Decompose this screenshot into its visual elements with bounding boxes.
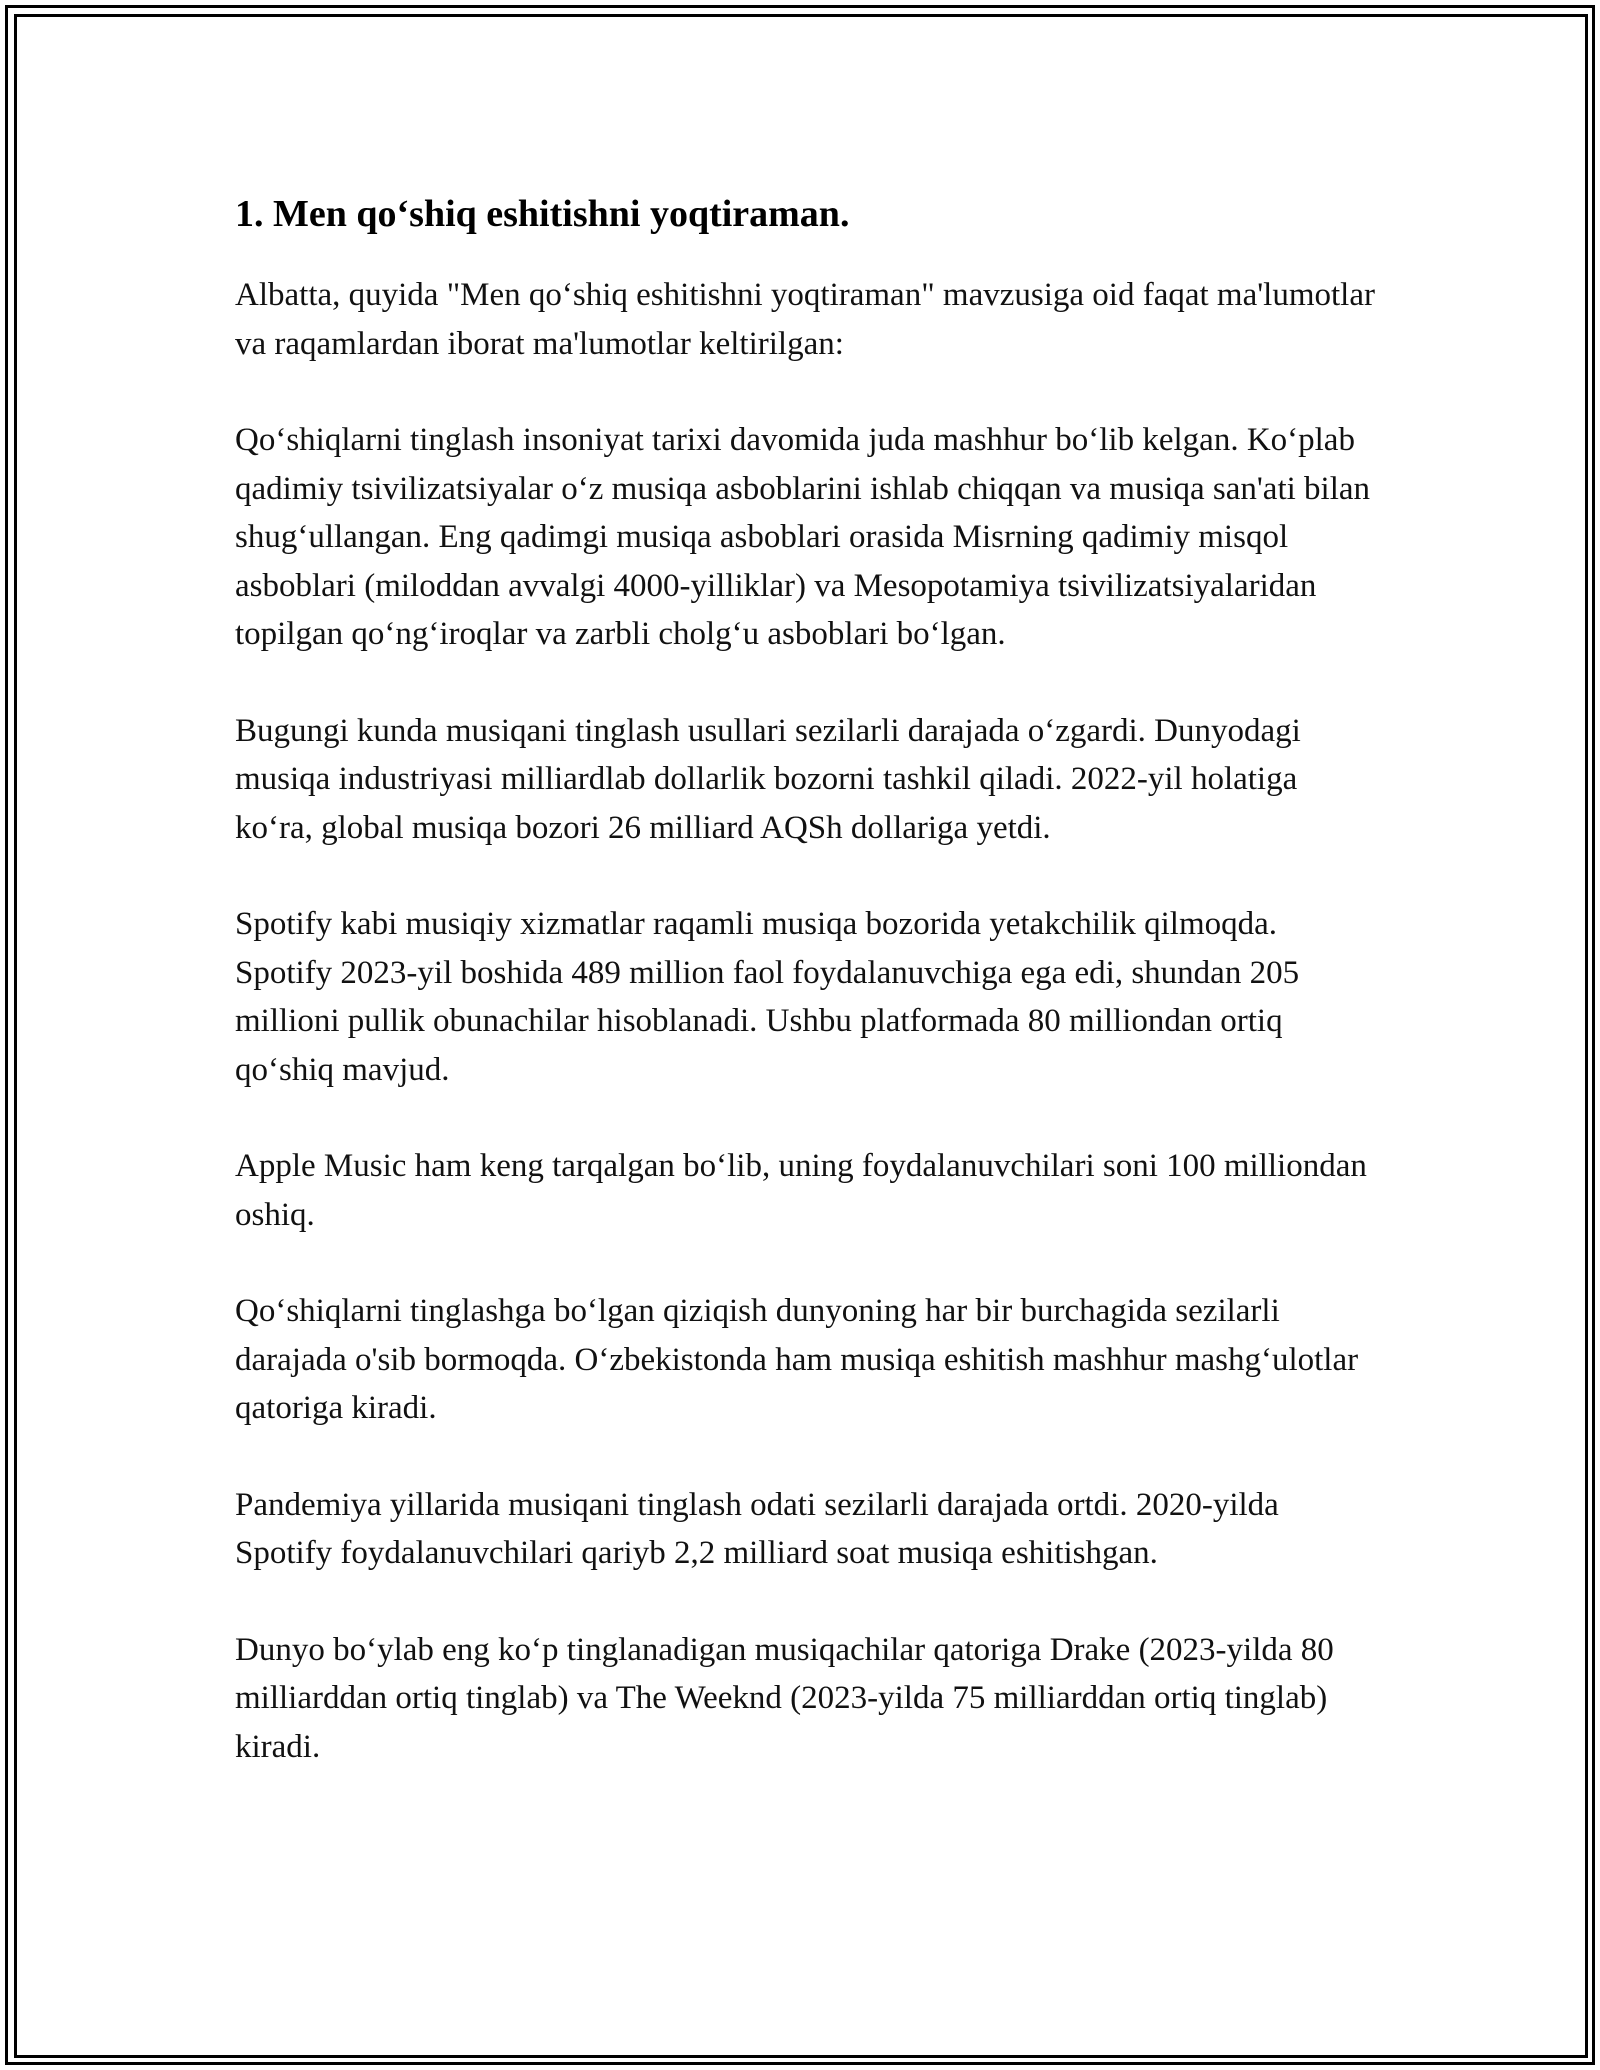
paragraph-spotify: Spotify kabi musiqiy xizmatlar raqamli musiqa bozorida yetakchilik qilmoqda. Spotify 2023-yil boshida 489 million faol foydalanuvchiga ega edi, shundan 205 millioni pullik obunachilar hisoblanadi. Ushbu platformada 80 milliondan ortiq qo‘shiq mavjud. (235, 906, 1300, 1088)
paragraph-history: Qo‘shiqlarni tinglash insoniyat tarixi davomida juda mashhur bo‘lib kelgan. Ko‘plab qadimiy tsivilizatsiyalar o‘z musiqa asboblarini ishlab chiqqan va musiqa san'ati bilan shug‘ullangan. Eng qadimgi musiqa asboblari orasida Misrning qadimiy misqol asboblari (miloddan avvalgi 4000-yilliklar) va Mesopotamiya tsivilizatsiyalaridan topilgan qo‘ng‘iroqlar va zarbli cholg‘u asboblari bo‘lgan. (235, 422, 1371, 652)
document-body (235, 190, 1375, 1819)
paragraph-top-artists: Dunyo bo‘ylab eng ko‘p tinglanadigan musiqachilar qatoriga Drake (2023-yilda 80 milliarddan ortiq tinglab) va The Weeknd (2023-yilda 75 milliarddan ortiq tinglab) kiradi. (235, 1631, 1334, 1765)
paragraph-industry: Bugungi kunda musiqani tinglash usullari sezilarli darajada o‘zgardi. Dunyodagi musiqa industriyasi milliardlab dollarlik bozorni tashkil qiladi. 2022-yil holatiga ko‘ra, global musiqa bozori 26 milliard AQSh dollariga yetdi. (235, 712, 1301, 846)
paragraph-uzbekistan: Qo‘shiqlarni tinglashga bo‘lgan qiziqish dunyoning har bir burchagida sezilarli darajada o'sib bormoqda. O‘zbekistonda ham musiqa eshitish mashhur mashg‘ulotlar qatoriga kiradi. (235, 1293, 1359, 1426)
paragraph-apple-music: Apple Music ham keng tarqalgan bo‘lib, uning foydalanuvchilari soni 100 milliondan oshiq. (235, 1148, 1367, 1233)
paragraph-pandemic: Pandemiya yillarida musiqani tinglash odati sezilarli darajada ortdi. 2020-yilda Spotify foydalanuvchilari qariyb 2,2 milliard soat musiqa eshitishgan. (235, 1486, 1279, 1571)
document-title: 1. Men qo‘shiq eshitishni yoqtiraman. (235, 193, 850, 235)
paragraph-intro: Albatta, quyida "Men qo‘shiq eshitishni yoqtiraman" mavzusiga oid faqat ma'lumotlar va raqamlardan iborat ma'lumotlar keltirilgan: (235, 277, 1375, 362)
